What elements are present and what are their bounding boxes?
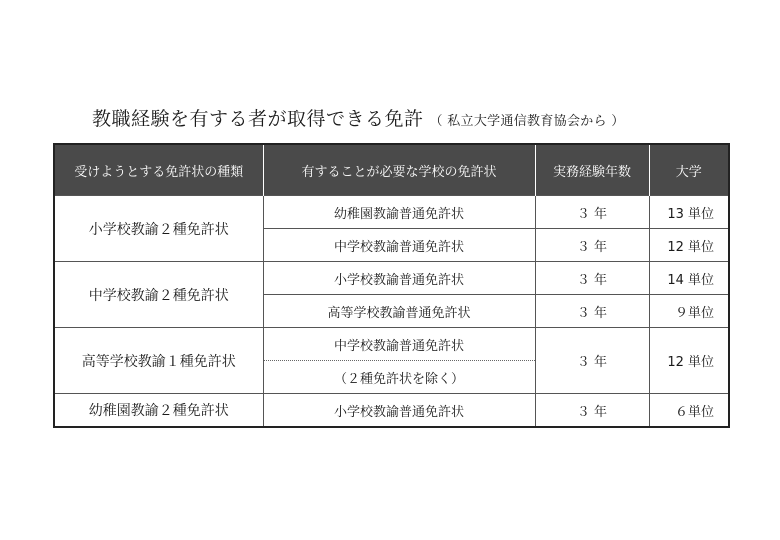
units-cell: 14 単位 xyxy=(649,262,729,295)
table-header-row xyxy=(54,144,729,196)
header-university-units: 大学 xyxy=(649,144,729,196)
required-license-cell: 小学校教諭普通免許状 xyxy=(263,394,535,428)
header-target-license: 受けようとする免許状の種類 xyxy=(54,144,263,196)
page-title xyxy=(92,104,625,131)
table-row xyxy=(54,196,729,229)
units-cell: ９単位 xyxy=(649,295,729,328)
units-cell: 12 単位 xyxy=(649,229,729,262)
units-cell: 12 単位 xyxy=(649,328,729,394)
title-source: （ 私立大学通信教育協会から ） xyxy=(429,114,625,129)
target-license-cell: 高等学校教諭１種免許状 xyxy=(54,328,263,394)
target-license-cell: 小学校教諭２種免許状 xyxy=(54,196,263,262)
years-cell: ３ 年 xyxy=(535,229,649,262)
target-license-cell: 幼稚園教諭２種免許状 xyxy=(54,394,263,428)
table-row xyxy=(54,394,729,428)
units-cell: 13 単位 xyxy=(649,196,729,229)
required-license-cell: 中学校教諭普通免許状 xyxy=(263,328,535,361)
years-cell: ３ 年 xyxy=(535,295,649,328)
table-row xyxy=(54,262,729,295)
title-main: 教職経験を有する者が取得できる免許 xyxy=(92,108,424,130)
header-experience-years: 実務経験年数 xyxy=(535,144,649,196)
license-table xyxy=(53,143,730,428)
required-license-cell: 高等学校教諭普通免許状 xyxy=(263,295,535,328)
table-row xyxy=(54,328,729,361)
required-license-note: （２種免許状を除く） xyxy=(263,361,535,394)
required-license-cell: 小学校教諭普通免許状 xyxy=(263,262,535,295)
years-cell: ３ 年 xyxy=(535,328,649,394)
years-cell: ３ 年 xyxy=(535,262,649,295)
years-cell: ３ 年 xyxy=(535,196,649,229)
units-cell: ６単位 xyxy=(649,394,729,428)
years-cell: ３ 年 xyxy=(535,394,649,428)
required-license-cell: 中学校教諭普通免許状 xyxy=(263,229,535,262)
target-license-cell: 中学校教諭２種免許状 xyxy=(54,262,263,328)
header-required-license: 有することが必要な学校の免許状 xyxy=(263,144,535,196)
required-license-cell: 幼稚園教諭普通免許状 xyxy=(263,196,535,229)
